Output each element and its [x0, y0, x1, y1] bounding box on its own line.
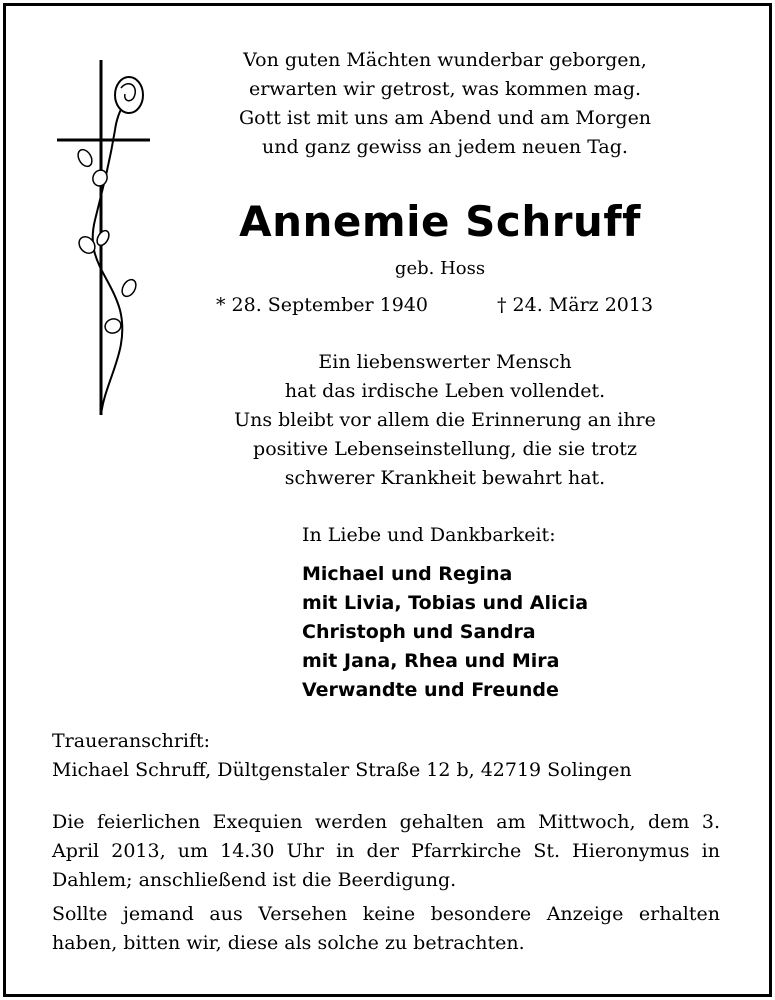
mourning-address — [52, 727, 632, 785]
address-label: Traueranschrift: — [52, 730, 211, 752]
poem-line: erwarten wir getrost, was kommen mag. — [248, 78, 642, 100]
poem — [195, 46, 695, 162]
poem-line: Von guten Mächten wunderbar geborgen, — [243, 49, 647, 71]
family-member: Verwandte und Freunde — [302, 679, 559, 701]
poem-line: und ganz gewiss an jedem neuen Tag. — [262, 136, 628, 158]
thanks-heading: In Liebe und Dankbarkeit: — [302, 524, 556, 546]
tribute-line: schwerer Krankheit bewahrt hat. — [284, 467, 606, 489]
tribute-line: Uns bleibt vor allem die Erinnerung an ihre — [234, 409, 656, 431]
family-member: Christoph und Sandra — [302, 621, 536, 643]
tribute-line: hat das irdische Leben vollendet. — [284, 380, 606, 402]
death-date: † 24. März 2013 — [497, 294, 654, 316]
tribute-line: positive Lebenseinstellung, die sie trotz — [253, 438, 637, 460]
service-info: Die feierlichen Exequien werden gehalten am Mittwoch, dem 3. April 2013, um 14.30 Uhr in der Pfarrkirche St. Hieronymus in Dahlem; anschließend ist die Beerdigung. — [52, 811, 720, 891]
family-member: mit Jana, Rhea und Mira — [302, 650, 560, 672]
family-member: mit Livia, Tobias und Alicia — [302, 592, 589, 614]
deceased-name: Annemie Schruff — [239, 197, 641, 246]
tribute-text — [195, 348, 695, 493]
family-list — [302, 560, 588, 705]
cross-with-rose-icon — [55, 60, 155, 425]
maiden-name: geb. Hoss — [394, 258, 486, 279]
address-value: Michael Schruff, Dültgenstaler Straße 12 b, 42719 Solingen — [52, 759, 632, 781]
poem-line: Gott ist mit uns am Abend und am Morgen — [238, 107, 652, 129]
notice-text: Sollte jemand aus Versehen keine besondere Anzeige erhalten haben, bitten wir, diese als solche zu betrachten. — [52, 903, 720, 954]
birth-date: * 28. September 1940 — [216, 294, 428, 316]
tribute-line: Ein liebenswerter Mensch — [318, 351, 572, 373]
family-member: Michael und Regina — [302, 563, 513, 585]
